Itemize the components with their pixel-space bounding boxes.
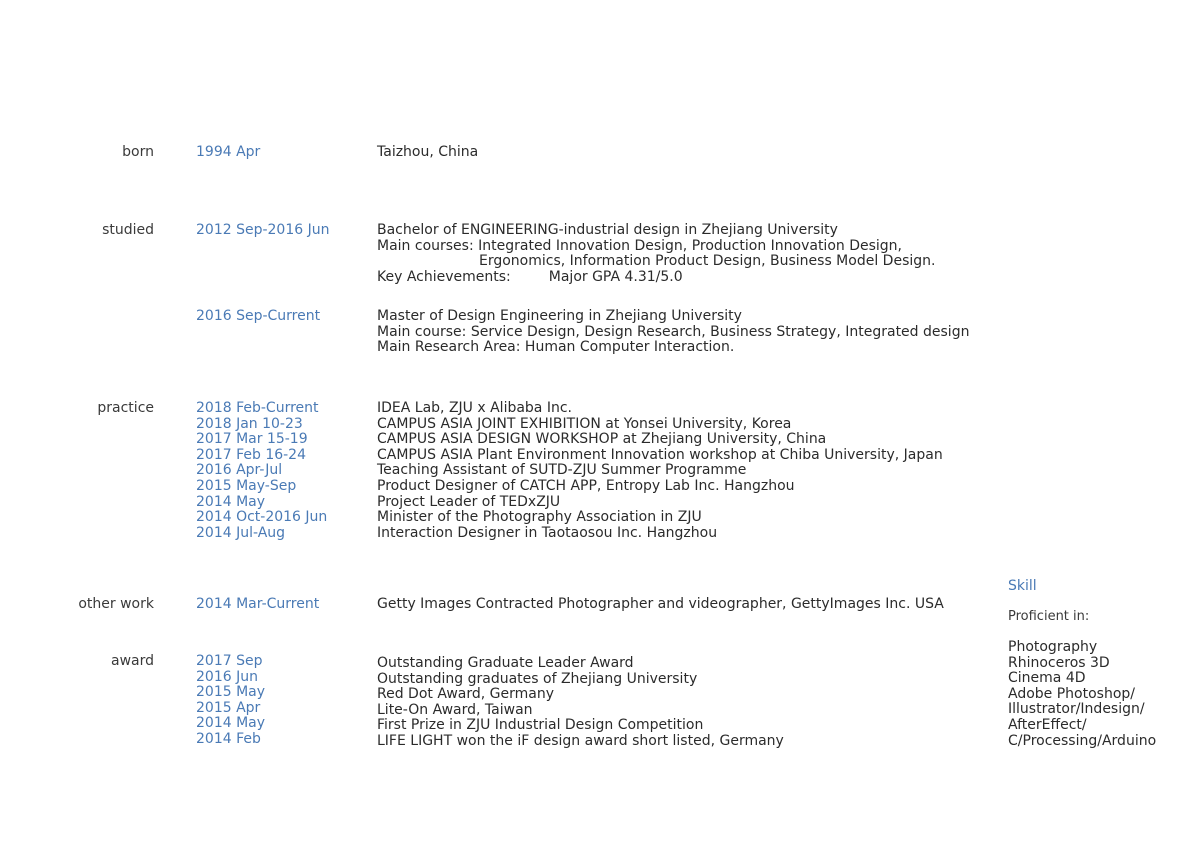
skill-item: Illustrator/Indesign/ (1008, 701, 1145, 718)
award-item: Lite-On Award, Taiwan (377, 701, 533, 718)
award-date: 2016 Jun (196, 668, 258, 685)
practice-date: 2017 Feb 16-24 (196, 446, 306, 463)
bachelor-degree: Bachelor of ENGINEERING-industrial design in Zhejiang University (377, 222, 838, 238)
practice-item: CAMPUS ASIA JOINT EXHIBITION at Yonsei University, Korea (377, 415, 792, 432)
award-date: 2014 May (196, 715, 266, 732)
skill-item: Rhinoceros 3D (1008, 654, 1110, 671)
practice-items (377, 401, 943, 541)
award-item: Outstanding graduates of Zhejiang University (377, 670, 698, 687)
practice-item: Interaction Designer in Taotaosou Inc. Hangzhou (377, 524, 718, 541)
practice-date: 2014 Oct-2016 Jun (196, 509, 328, 526)
practice-date: 2015 May-Sep (196, 477, 297, 494)
practice-item: CAMPUS ASIA DESIGN WORKSHOP at Zhejiang University, China (377, 431, 827, 448)
skill-item: AfterEffect/ (1008, 716, 1087, 733)
practice-item: Product Designer of CATCH APP, Entropy Lab Inc. Hangzhou (377, 477, 795, 494)
studied-master-block (377, 309, 969, 356)
practice-item: IDEA Lab, ZJU x Alibaba Inc. (377, 400, 572, 416)
practice-date: 2016 Apr-Jul (196, 462, 283, 479)
achievements-value: Major GPA 4.31/5.0 (548, 268, 683, 285)
bachelor-courses-cont: Ergonomics, Information Product Design, Business Model Design. (479, 253, 936, 270)
practice-date: 2018 Feb-Current (196, 400, 319, 416)
other-work-date: 2014 Mar-Current (196, 596, 320, 612)
practice-dates (196, 401, 327, 541)
section-label-born: born (122, 144, 154, 160)
award-items (377, 656, 784, 750)
practice-date: 2018 Jan 10-23 (196, 415, 303, 432)
section-label-other-work: other work (78, 596, 154, 612)
section-label-studied: studied (102, 222, 154, 238)
master-research: Main Research Area: Human Computer Interaction. (377, 339, 735, 356)
award-date: 2017 Sep (196, 653, 263, 669)
section-label-award: award (110, 653, 154, 669)
practice-date: 2017 Mar 15-19 (196, 431, 308, 448)
award-item: LIFE LIGHT won the iF design award short listed, Germany (377, 732, 784, 749)
other-work-text: Getty Images Contracted Photographer and videographer, GettyImages Inc. USA (377, 596, 944, 612)
award-item: Red Dot Award, Germany (377, 686, 555, 703)
skill-item: Cinema 4D (1008, 670, 1086, 687)
bachelor-courses: Main courses: Integrated Innovation Design, Production Innovation Design, (377, 237, 902, 254)
skill-subtitle: Proficient in: (1008, 609, 1090, 624)
practice-date: 2014 Jul-Aug (196, 524, 286, 541)
skill-item: Adobe Photoshop/ (1008, 685, 1136, 702)
skill-list (1008, 640, 1156, 749)
skill-item: C/Processing/Arduino (1008, 732, 1157, 749)
master-degree: Master of Design Engineering in Zhejiang University (377, 308, 742, 324)
achievements-label: Key Achievements: (377, 268, 511, 285)
born-date: 1994 Apr (196, 144, 261, 160)
award-date: 2015 Apr (196, 699, 261, 716)
skill-item: Photography (1008, 639, 1098, 655)
practice-item: CAMPUS ASIA Plant Environment Innovation workshop at Chiba University, Japan (377, 446, 943, 463)
born-place: Taizhou, China (377, 144, 479, 160)
practice-date: 2014 May (196, 493, 266, 510)
master-courses: Main course: Service Design, Design Research, Business Strategy, Integrated design (377, 323, 970, 340)
award-dates (196, 654, 265, 748)
studied-bachelor-date: 2012 Sep-2016 Jun (196, 222, 330, 238)
practice-item: Teaching Assistant of SUTD-ZJU Summer Programme (377, 462, 747, 479)
award-item: First Prize in ZJU Industrial Design Competition (377, 717, 704, 734)
section-label-practice: practice (97, 400, 154, 416)
practice-item: Minister of the Photography Association in ZJU (377, 509, 702, 526)
award-item: Outstanding Graduate Leader Award (377, 655, 634, 671)
studied-bachelor-block (377, 223, 935, 285)
skill-title: Skill (1008, 578, 1037, 594)
studied-master-date: 2016 Sep-Current (196, 308, 321, 324)
bachelor-achievements (377, 270, 935, 286)
award-date: 2015 May (196, 684, 266, 701)
award-date: 2014 Feb (196, 730, 261, 747)
practice-item: Project Leader of TEDxZJU (377, 493, 561, 510)
